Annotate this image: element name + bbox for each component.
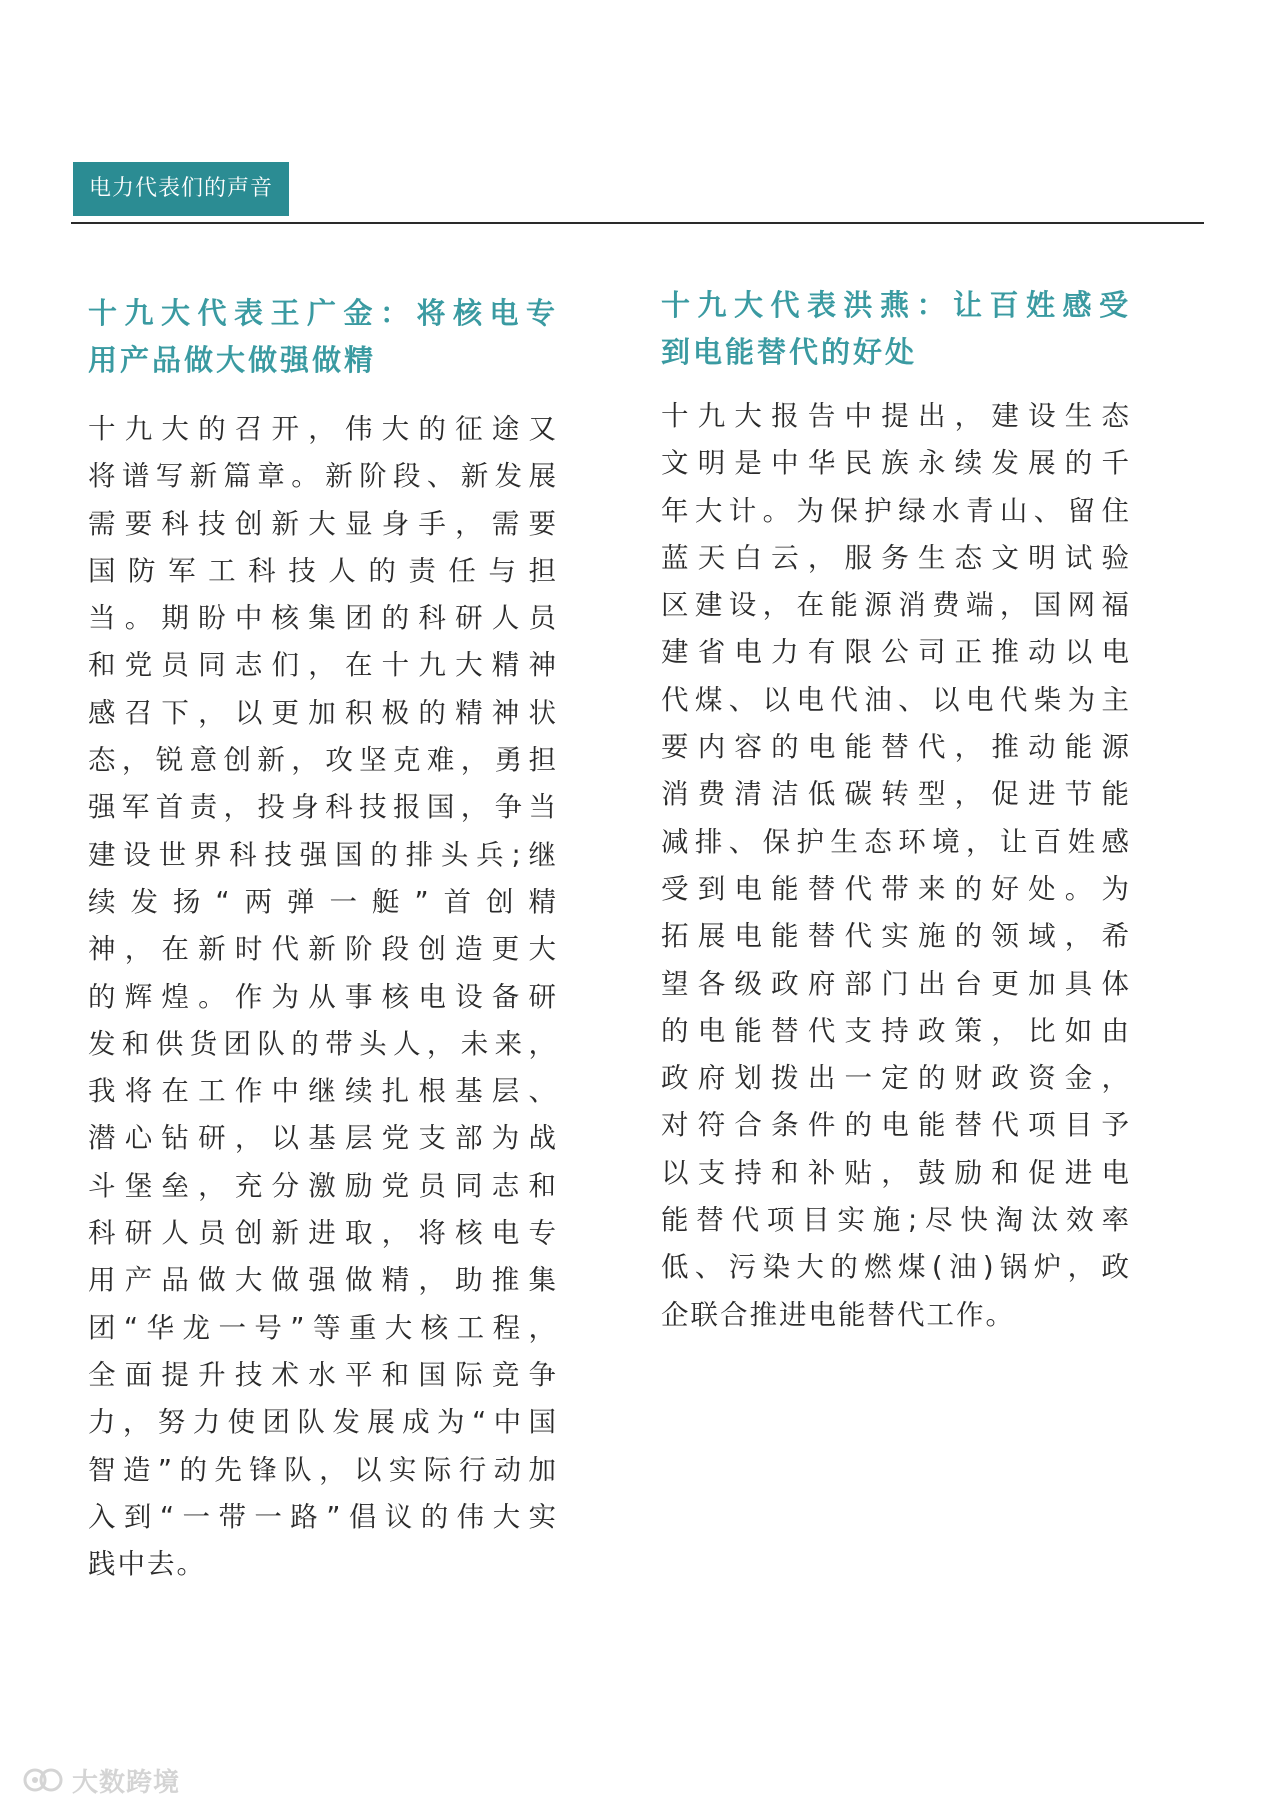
body-line: 望各级政府部门出台更加具体 [661,967,1131,1000]
body-line: 的电能替代支持政策，比如由 [661,1014,1131,1047]
body-line: 当。期盼中核集团的科研人员 [88,602,558,635]
body-line: 发和供货团队的带头人，未来， [88,1027,558,1060]
article-title [88,290,558,384]
body-line: 蓝天白云，服务生态文明试验 [661,541,1131,574]
body-line: 企联合推进电能替代工作。 [661,1298,1015,1331]
watermark-logo-icon [22,1765,66,1795]
title-line: 十九大代表洪燕：让百姓感受 [661,288,1131,322]
body-line: 十九大报告中提出，建设生态 [661,400,1131,432]
body-line: 需要科技创新大显身手，需要 [88,507,558,540]
body-line: 全面提升技术水平和国际竞争 [88,1358,558,1391]
body-line: 续发扬“两弹一艇”首创精 [88,885,558,918]
body-line: 团“华龙一号”等重大核工程， [88,1311,558,1344]
body-line: 强军首责，投身科技报国，争当 [88,791,558,824]
body-line: 以支持和补贴，鼓励和促进电 [661,1156,1131,1189]
section-label: 电力代表们的声音 [88,176,273,201]
body-line: 感召下，以更加积极的精神状 [88,696,558,729]
article-wang-guangjin [88,290,558,1588]
body-line: 年大计。为保护绿水青山、留住 [661,494,1131,527]
body-line: 拓展电能替代实施的领域，希 [661,920,1131,953]
body-line: 建省电力有限公司正推动以电 [661,636,1131,669]
article-hong-yan [661,282,1131,1339]
body-line: 代煤、以电代油、以电代柴为主 [661,683,1131,716]
body-line: 神，在新时代新阶段创造更大 [88,933,558,966]
body-line: 要内容的电能替代，推动能源 [661,731,1131,764]
body-line: 能替代项目实施;尽快淘汰效率 [661,1204,1131,1237]
article-body [661,393,1131,1339]
body-line: 文明是中华民族永续发展的千 [661,447,1131,480]
body-line: 我将在工作中继续扎根基层、 [88,1075,558,1108]
body-line: 的辉煌。作为从事核电设备研 [88,980,558,1013]
body-line: 政府划拨出一定的财政资金， [661,1062,1131,1095]
body-line: 科研人员创新进取，将核电专 [88,1217,558,1250]
body-line: 潜心钻研，以基层党支部为战 [88,1122,558,1155]
body-line: 力，努力使团队发展成为“中国 [88,1406,558,1439]
body-line: 区建设，在能源消费端，国网福 [661,589,1131,622]
body-line: 消费清洁低碳转型，促进节能 [661,778,1131,811]
body-line: 入到“一带一路”倡议的伟大实 [88,1500,558,1533]
body-line: 智造”的先锋队，以实际行动加 [88,1453,558,1486]
article-body [88,406,558,1588]
body-line: 国防军工科技人的责任与担 [88,554,558,587]
body-line: 对符合条件的电能替代项目予 [661,1109,1131,1142]
watermark-text: 大数跨境 [72,1767,181,1798]
body-line: 斗堡垒，充分激励党员同志和 [88,1169,558,1202]
body-line: 态，锐意创新，攻坚克难，勇担 [88,744,558,777]
body-line: 受到电能替代带来的好处。为 [661,872,1131,905]
body-line: 建设世界科技强国的排头兵;继 [88,838,558,871]
title-line: 到电能替代的好处 [661,335,918,369]
body-line: 低、污染大的燃煤(油)锅炉，政 [661,1251,1131,1284]
section-tab [73,162,289,216]
title-line: 用产品做大做强做精 [88,343,377,377]
body-line: 用产品做大做强做精，助推集 [88,1264,558,1297]
header-divider [71,222,1204,224]
body-line: 和党员同志们，在十九大精神 [88,649,558,682]
body-line: 践中去。 [88,1548,206,1581]
article-title [661,282,1131,376]
body-line: 将谱写新篇章。新阶段、新发展 [88,460,558,493]
body-line: 十九大的召开，伟大的征途又 [88,413,558,445]
title-line: 十九大代表王广金：将核电专 [88,296,558,330]
body-line: 减排、保护生态环境，让百姓感 [661,825,1131,858]
watermark [22,1762,180,1798]
